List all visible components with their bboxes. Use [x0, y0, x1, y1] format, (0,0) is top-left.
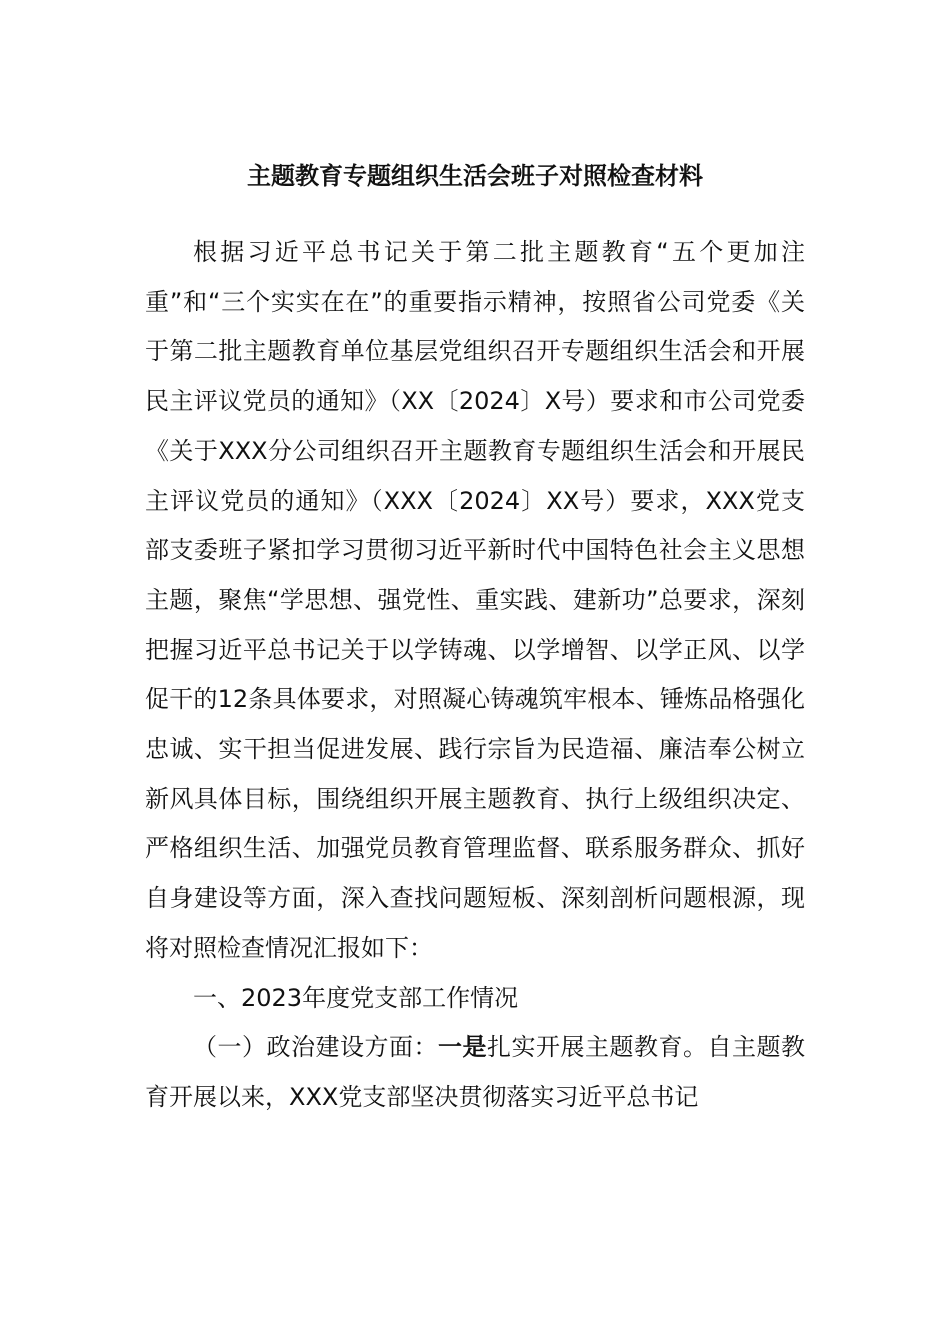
document-title: 主题教育专题组织生活会班子对照检查材料 — [247, 162, 703, 190]
section-heading-1: 一、2023年度党支部工作情况 — [193, 983, 519, 1012]
subsection-label: （一）政治建设方面： — [193, 1033, 438, 1062]
paragraph-text: 扎实开展主题教育。自主题教育开展以来，XXX党支部坚决贯彻落实习近平总书记 — [145, 1033, 805, 1111]
paragraph-political-construction — [145, 1023, 805, 1122]
emphasis-first-point: 一是 — [438, 1033, 487, 1062]
document-body — [145, 228, 805, 1123]
paragraph-intro: 根据习近平总书记关于第二批主题教育“五个更加注重”和“三个实实在在”的重要指示精神，按照省公司党委《关于第二批主题教育单位基层党组织召开专题组织生活会和开展民主评议党员的通知》（XX〔2024〕X号）要求和市公司党委《关于XXX分公司组织召开主题教育专题组织生活会和开展民主评议党员的通知》（XXX〔2024〕XX号）要求，XXX党支部支委班子紧扣学习贯彻习近平新时代中国特色社会主义思想主题，聚焦“学思想、强党性、重实践、建新功”总要求，深刻把握习近平总书记关于以学铸魂、以学增智、以学正风、以学促干的12条具体要求，对照凝心铸魂筑牢根本、锤炼品格强化忠诚、实干担当促进发展、践行宗旨为民造福、廉洁奉公树立新风具体目标，围绕组织开展主题教育、执行上级组织决定、严格组织生活、加强党员教育管理监督、联系服务群众、抓好自身建设等方面，深入查找问题短板、深刻剖析问题根源，现将对照检查情况汇报如下： — [145, 238, 805, 962]
